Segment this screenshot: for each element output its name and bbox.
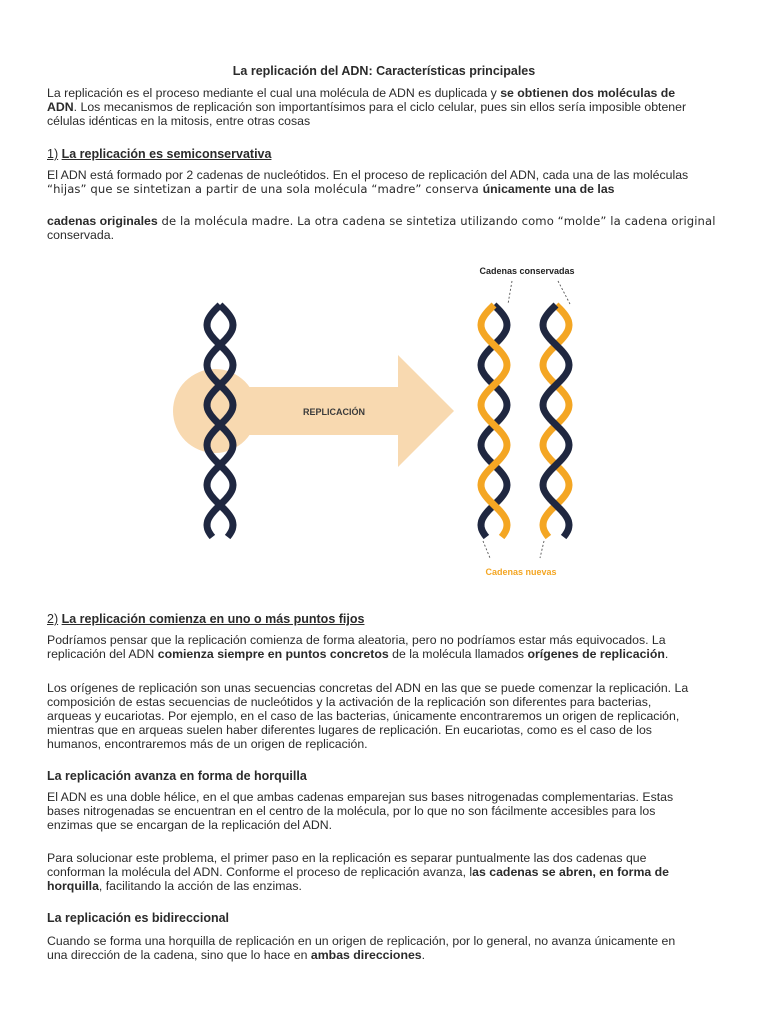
section-3-p1-line-2: bases nitrogenadas se encuentran en el centro de la molécula, por lo que no son fácilmente accesibles para los: [47, 804, 656, 818]
section-1-line-3a: cadenas originales: [47, 214, 158, 228]
arrow-label: REPLICACIÓN: [302, 407, 366, 417]
section-3-p2-line-3a: horquilla: [47, 879, 99, 893]
section-1-number: 1): [47, 147, 59, 161]
section-2-p2-line-1: Los orígenes de replicación son unas secuencias concretas del ADN en las que se puede comenzar la replicación. La: [47, 681, 689, 695]
section-4-line-2a: una dirección de la cadena, sino que lo hace en: [47, 948, 311, 962]
section-1-paragraph-a: [47, 168, 717, 196]
new-leader-right: [540, 541, 544, 558]
section-1-line-1: El ADN está formado por 2 cadenas de nucleótidos. En el proceso de replicación del ADN, cada una de las moléculas: [47, 168, 689, 182]
section-2-p2-line-2: composición de estas secuencias de nucleótidos y la activación de la replicación son diferentes para bacterias,: [47, 695, 652, 709]
new-strands-label: Cadenas nuevas: [485, 567, 557, 577]
section-3-p1-line-3: enzimas que se encargan de la replicación del ADN.: [47, 818, 333, 832]
section-2-p1-line-2e: .: [664, 647, 669, 661]
section-1-title: La replicación es semiconservativa: [61, 147, 272, 161]
section-1-line-3b: de la molécula madre. La otra cadena se sintetiza utilizando como “molde” la cadena original: [157, 214, 716, 228]
daughter-dna-helix-2: [543, 305, 569, 537]
section-3-p1-line-1: El ADN es una doble hélice, en el que ambas cadenas emparejan sus bases nitrogenadas complementarias. Estas: [47, 790, 674, 804]
section-3-p2-line-2b: as cadenas se abren, en forma de: [472, 865, 669, 879]
intro-text-3: células idénticas en la mitosis, entre otras cosas: [47, 114, 311, 128]
section-2-p2-line-4: mientras que en arqueas suelen haber diferentes lugares de replicación. En eucariotas, como es el caso de los: [47, 723, 652, 737]
section-1-line-4: conservada.: [47, 228, 114, 242]
section-2-p1-line-1: Podríamos pensar que la replicación comienza de forma aleatoria, pero no podríamos estar más equivocados. La: [47, 633, 666, 647]
replication-diagram: [0, 255, 768, 595]
section-3-paragraph-1: [47, 790, 717, 832]
section-2-paragraph-2: [47, 681, 717, 751]
new-leader-left: [483, 541, 490, 558]
section-2-paragraph-1: [47, 633, 717, 661]
section-2-number: 2): [47, 612, 59, 626]
section-2-title: La replicación comienza en uno o más puntos fijos: [61, 612, 365, 626]
section-4-paragraph: [47, 934, 717, 962]
section-2-p1-line-2c: de la molécula llamados: [388, 647, 528, 661]
section-3-paragraph-2: [47, 851, 717, 893]
section-1-line-2b: únicamente una de las: [482, 182, 615, 196]
conserved-strands-label: Cadenas conservadas: [479, 266, 575, 276]
section-2-heading: [47, 612, 364, 626]
intro-text-1: La replicación es el proceso mediante el cual una molécula de ADN es duplicada y: [47, 86, 501, 100]
section-2-p2-line-3: arqueas y eucariotas. Por ejemplo, en el caso de las bacterias, únicamente encontraremos un origen de replicación,: [47, 709, 680, 723]
section-3-heading: La replicación avanza en forma de horquilla: [47, 769, 307, 783]
intro-bold-1: se obtienen dos moléculas de: [500, 86, 676, 100]
intro-bold-2: ADN: [47, 100, 74, 114]
section-4-line-2c: .: [421, 948, 426, 962]
section-1-paragraph-b: [47, 214, 717, 242]
section-2-p1-line-2a: replicación del ADN: [47, 647, 158, 661]
section-4-heading: La replicación es bidireccional: [47, 911, 230, 925]
section-4-line-2b: ambas direcciones: [310, 948, 422, 962]
intro-paragraph: [47, 86, 717, 128]
section-3-p2-line-2a: conforman la molécula del ADN. Conforme el proceso de replicación avanza, l: [47, 865, 473, 879]
conserved-leader-left: [508, 281, 512, 304]
section-2-p1-line-2d: orígenes de replicación: [527, 647, 665, 661]
section-1-line-2a: “hijas” que se sintetizan a partir de una sola molécula “madre” conserva: [47, 182, 483, 196]
section-1-heading: [47, 147, 271, 161]
section-4-line-1: Cuando se forma una horquilla de replicación en un origen de replicación, por lo general, no avanza únicamente en: [47, 934, 676, 948]
section-2-p1-line-2b: comienza siempre en puntos concretos: [157, 647, 389, 661]
page-title: La replicación del ADN: Características principales: [232, 64, 536, 78]
section-2-p2-line-5: humanos, encontraremos más de un origen de replicación.: [47, 737, 368, 751]
daughter-dna-helix-1: [481, 305, 507, 537]
section-3-p2-line-1: Para solucionar este problema, el primer paso en la replicación es separar puntualmente las dos cadenas que: [47, 851, 647, 865]
conserved-leader-right: [558, 281, 570, 304]
intro-text-2: . Los mecanismos de replicación son importantísimos para el ciclo celular, pues sin ellos sería imposible obtener: [73, 100, 687, 114]
section-3-p2-line-3b: , facilitando la acción de las enzimas.: [98, 879, 302, 893]
